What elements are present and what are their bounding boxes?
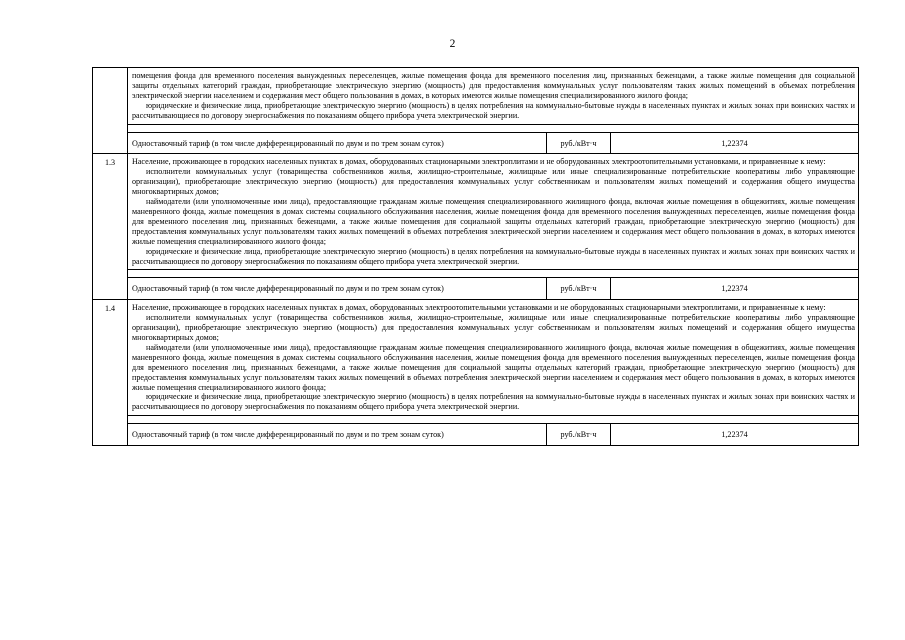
table-row [93,424,859,446]
paragraph: наймодатели (или уполномоченные ими лица), предоставляющие гражданам жилые помещения специализированного жилищного фонда, включая жилые помещения в общежитиях, жилые помещения маневренного фонда, жилые помещения в домах системы социального обслуживания населения, жилые помещения фонда для временного поселения вынужденных переселенцев, жилые помещения фонда для временного поселения лиц, признанных беженцами, а также жилые помещения для социальной защиты отдельных категорий граждан, приобретающие электрическую энергию (мощность) для предоставления коммунальных услуг пользователям таких жилых помещений в объемах потребления электрической энергии населением и содержания мест общего пользования в домах, в которых имеются жилые помещения специализированного жилого фонда; [132,342,855,392]
tariff-value: 1,22374 [611,132,859,154]
table-row [93,132,859,154]
paragraph: юридические и физические лица, приобретающие электрическую энергию (мощность) в целях потребления на коммунально-бытовые нужды в населенных пунктах и жилых зонах при воинских частях и рассчитывающиеся по договору энергоснабжения по показаниям общего прибора учета электрической энергии. [132,100,855,120]
tariff-unit: руб./кВт·ч [547,424,611,446]
paragraph: юридические и физические лица, приобретающие электрическую энергию (мощность) в целях потребления на коммунально-бытовые нужды в населенных пунктах и жилых зонах при воинских частях и рассчитывающиеся по договору энергоснабжения по показаниям общего прибора учета электрической энергии. [132,246,855,266]
paragraph: наймодатели (или уполномоченные ими лица), предоставляющие гражданам жилые помещения специализированного жилищного фонда, включая жилые помещения в общежитиях, жилые помещения маневренного фонда, жилые помещения в домах системы социального обслуживания населения, жилые помещения фонда для временного поселения вынужденных переселенцев, жилые помещения фонда для временного поселения лиц, признанных беженцами, а также жилые помещения для социальной защиты отдельных категорий граждан, приобретающие электрическую энергию (мощность) для предоставления коммунальных услуг пользователям таких жилых помещений в объемах потребления электрической энергии населением и содержания мест общего пользования в домах, в которых имеются жилые помещения специализированного жилого фонда; [132,197,855,246]
row-description [128,154,859,270]
paragraph: исполнители коммунальных услуг (товарищества собственников жилья, жилищно-строительные, жилищные или иные специализированные потребительские кооперативы либо управляющие организации), приобретающие электрическую энергию (мощность) для предоставления коммунальных услуг собственникам и пользователям жилых помещений и содержания общего имущества многоквартирных домов; [132,313,855,343]
tariff-value: 1,22374 [611,424,859,446]
row-description [128,300,859,416]
row-number: 1.4 [93,300,128,446]
spacer-row [128,270,859,278]
row-description [128,68,859,125]
tariff-value: 1,22374 [611,278,859,300]
tariff-table [92,67,859,446]
page-number: 2 [449,38,456,50]
row-number [93,68,128,154]
table-row [93,154,859,270]
paragraph: исполнители коммунальных услуг (товарищества собственников жилья, жилищно-строительные, жилищные или иные специализированные потребительские кооперативы либо управляющие организации), приобретающие электрическую энергию (мощность) для предоставления коммунальных услуг собственникам и пользователям жилых помещений и содержания общего имущества многоквартирных домов; [132,167,855,197]
spacer-row [128,416,859,424]
table-row [93,300,859,416]
tariff-unit: руб./кВт·ч [547,278,611,300]
spacer-row [128,124,859,132]
table-row [93,278,859,300]
row-number: 1.3 [93,154,128,300]
paragraph: Население, проживающее в городских населенных пунктах в домах, оборудованных электроотопительными установками и не оборудованных стационарными электроплитами, и приравненные к нему: [132,303,826,313]
tariff-unit: руб./кВт·ч [547,132,611,154]
tariff-name: Одноставочный тариф (в том числе дифференцированный по двум и по трем зонам суток) [128,278,547,300]
paragraph: Население, проживающее в городских населенных пунктах в домах, оборудованных стационарными электроплитами и не оборудованных электроотопительными установками, и приравненные к нему: [132,157,826,167]
paragraph: юридические и физические лица, приобретающие электрическую энергию (мощность) в целях потребления на коммунально-бытовые нужды в населенных пунктах и жилых зонах при воинских частях и рассчитывающиеся по договору энергоснабжения по показаниям общего прибора учета электрической энергии. [132,392,855,412]
table-row [93,68,859,125]
tariff-name: Одноставочный тариф (в том числе дифференцированный по двум и по трем зонам суток) [128,424,547,446]
tariff-name: Одноставочный тариф (в том числе дифференцированный по двум и по трем зонам суток) [128,132,547,154]
paragraph: помещения фонда для временного поселения вынужденных переселенцев, жилые помещения фонда для временного поселения лиц, признанных беженцами, а также жилые помещения для социальной защиты отдельных категорий граждан, приобретающие электрическую энергию (мощность) для предоставления коммунальных услуг пользователям таких жилых помещений в объемах потребления электрической энергии населением и содержания мест общего пользования в домах, в которых имеются жилые помещения специализированного жилого фонда; [132,71,855,100]
